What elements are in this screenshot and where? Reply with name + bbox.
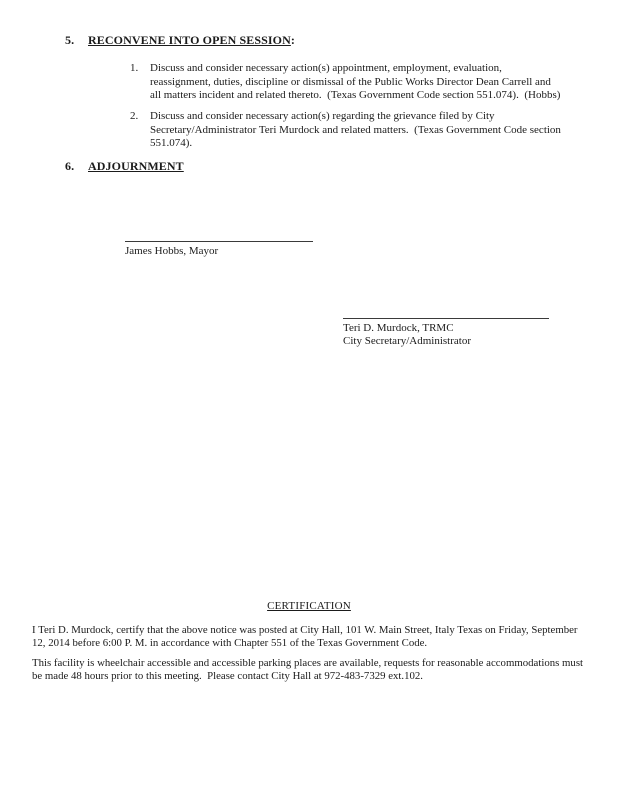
accessibility-notice-paragraph: This facility is wheelchair accessible and accessible parking places are available, requests for reasonable accommodations must be made 48 hours prior to this meeting. Please contact City Hall at 972-483-7329 ext.102. [32, 657, 586, 683]
secretary-signature-name: Teri D. Murdock, TRMC [343, 322, 454, 334]
agenda-item-1-text: Discuss and consider necessary action(s) appointment, employment, evaluation, reassignment, duties, discipline or dismissal of the Public Works Director Dean Carrell and all matters incident and related thereto. (Texas Government Code section 551.074). (Hobbs) [150, 62, 561, 101]
section-6-title: ADJOURNMENT [88, 159, 184, 173]
section-5-title-suffix: : [290, 33, 295, 47]
mayor-signature-block [125, 241, 315, 258]
mayor-signature-line [125, 241, 313, 242]
section-5-number: 5. [65, 33, 75, 47]
section-5-title: RECONVENE INTO OPEN SESSION [88, 33, 291, 47]
secretary-signature-title: City Secretary/Administrator [343, 335, 471, 347]
certification-heading [0, 600, 618, 612]
certification-posting-paragraph: I Teri D. Murdock, certify that the above notice was posted at City Hall, 101 W. Main Street, Italy Texas on Friday, September 12, 2014 before 6:00 P. M. in accordance with Chapter 551 of the Texas Government Code. [32, 624, 581, 650]
agenda-item-1 [130, 62, 564, 103]
section-6-number: 6. [65, 159, 75, 173]
secretary-signature-line [343, 318, 549, 319]
mayor-signature-name: James Hobbs, Mayor [125, 245, 219, 257]
agenda-item-2 [130, 110, 564, 151]
agenda-item-1-number: 1. [130, 62, 139, 74]
secretary-signature-block [343, 318, 553, 348]
section-6-heading [65, 160, 184, 173]
agenda-item-2-text: Discuss and consider necessary action(s) regarding the grievance filed by City Secretary/Administrator Teri Murdock and related matters. (Texas Government Code section 551.074). [150, 110, 564, 149]
certification-heading-text: CERTIFICATION [267, 600, 351, 612]
agenda-item-2-number: 2. [130, 110, 139, 122]
section-5-heading [65, 34, 295, 47]
